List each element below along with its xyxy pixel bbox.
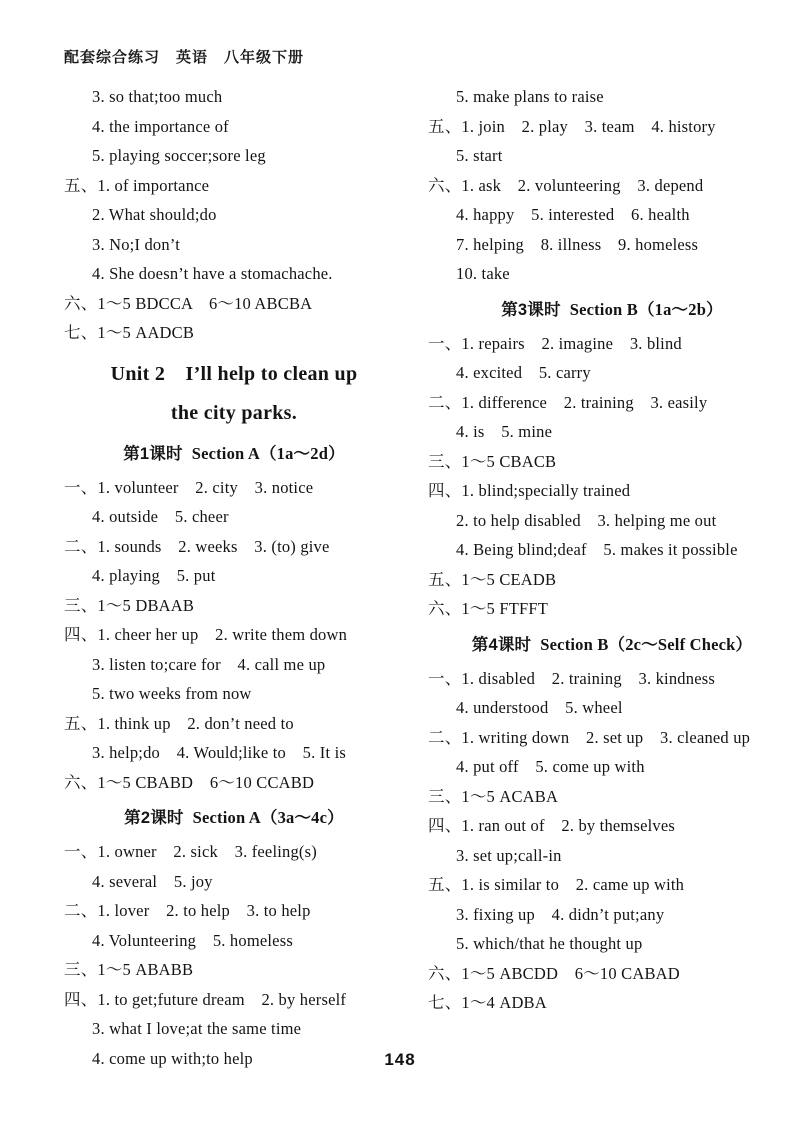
answer-section-line: 五、1. think up 2. don’t need to [64, 713, 294, 733]
answer-item-line: 3. listen to;care for 4. call me up [92, 654, 326, 674]
answer-item-line: 3. fixing up 4. didn’t put;any [456, 904, 665, 924]
answer-item-line: 4. excited 5. carry [456, 363, 591, 382]
answer-item-line: 4. the importance of [92, 116, 229, 136]
answer-item-line: 4. playing 5. put [92, 566, 216, 585]
answer-item-line: 4. is 5. mine [456, 422, 553, 441]
answer-section-line: 六、1～5 BDCCA 6～10 ABCBA [64, 293, 313, 313]
answer-section-line: 四、1. cheer her up 2. write them down [64, 625, 348, 644]
left-column [64, 82, 404, 1073]
answer-section-line: 六、1～5 FTFFT [428, 599, 549, 618]
answer-columns [64, 82, 796, 1073]
lesson-heading-en: Section A（3a～4c） [192, 808, 344, 827]
answer-section-line: 五、1～5 CEADB [428, 569, 557, 589]
answer-section-line: 四、1. to get;future dream 2. by herself [64, 989, 347, 1009]
answer-section-line: 三、1～5 DBAAB [64, 595, 195, 615]
answer-section-line: 一、1. disabled 2. training 3. kindness [428, 668, 715, 688]
answer-item-line: 4. put off 5. come up with [456, 757, 645, 776]
right-column [428, 82, 796, 1073]
lesson-heading-zh: 第2课时 [124, 809, 184, 827]
answer-section-line: 七、1～5 AADCB [64, 323, 195, 342]
answer-section-line: 三、1～5 CBACB [428, 451, 557, 471]
answer-item-line: 4. happy 5. interested 6. health [456, 205, 690, 224]
answer-item-line: 5. which/that he thought up [456, 934, 643, 953]
answer-section-line: 五、1. is similar to 2. came up with [428, 875, 685, 894]
answer-section-line: 二、1. sounds 2. weeks 3. (to) give [64, 536, 330, 556]
answer-item-line: 4. several 5. joy [92, 871, 213, 891]
answer-item-line: 5. start [456, 146, 503, 165]
answer-section-line: 五、1. of importance [64, 175, 210, 195]
answer-section-line: 七、1～4 ADBA [428, 993, 547, 1012]
lesson-heading [428, 294, 796, 326]
answer-section-line: 六、1～5 ABCDD 6～10 CABAD [428, 963, 680, 983]
lesson-heading [64, 438, 404, 470]
answer-section-line: 四、1. blind;specially trained [428, 481, 631, 500]
answer-item-line: 3. what I love;at the same time [92, 1019, 302, 1038]
answer-section-line: 六、1～5 CBABD 6～10 CCABD [64, 772, 315, 792]
answer-item-line: 3. No;I don’t [92, 234, 181, 254]
book-title-header: 配套综合练习 英语 八年级下册 [64, 49, 305, 66]
lesson-heading [64, 802, 404, 834]
unit-title: Unit 2 I’ll help to clean up [110, 362, 358, 385]
answer-section-line: 二、1. difference 2. training 3. easily [428, 392, 708, 412]
answer-item-line: 2. to help disabled 3. helping me out [456, 510, 717, 530]
lesson-heading-zh: 第4课时 [471, 635, 532, 654]
answer-section-line: 一、1. volunteer 2. city 3. notice [64, 477, 314, 497]
lesson-heading-en: Section B（2c～Self Check） [540, 634, 753, 654]
answer-section-line: 四、1. ran out of 2. by themselves [428, 816, 675, 835]
answer-item-line: 4. outside 5. cheer [92, 507, 229, 526]
lesson-heading-zh: 第3课时 [501, 300, 561, 319]
answer-item-line: 5. make plans to raise [456, 87, 604, 106]
answer-item-line: 4. Volunteering 5. homeless [92, 930, 293, 950]
answer-section-line: 二、1. writing down 2. set up 3. cleaned up [428, 727, 751, 747]
answer-section-line: 一、1. repairs 2. imagine 3. blind [428, 333, 682, 353]
answer-item-line: 3. set up;call-in [456, 845, 562, 865]
page-number: 148 [384, 1050, 416, 1069]
answer-section-line: 五、1. join 2. play 3. team 4. history [428, 116, 716, 136]
lesson-heading [428, 629, 796, 661]
lesson-heading-en: Section B（1a～2b） [569, 299, 723, 319]
answer-item-line: 4. come up with;to help [92, 1048, 253, 1068]
lesson-heading-en: Section A（1a～2d） [191, 443, 345, 463]
answer-section-line: 一、1. owner 2. sick 3. feeling(s) [64, 842, 317, 861]
answer-item-line: 2. What should;do [92, 205, 217, 224]
answer-section-line: 二、1. lover 2. to help 3. to help [64, 901, 311, 920]
answer-item-line: 3. help;do 4. Would;like to 5. It is [92, 743, 346, 762]
answer-section-line: 三、1～5 ABABB [64, 960, 194, 979]
answer-item-line: 5. playing soccer;sore leg [92, 146, 266, 165]
answer-item-line: 3. so that;too much [92, 87, 223, 106]
answer-item-line: 4. She doesn’t have a stomachache. [92, 264, 333, 283]
answer-item-line: 10. take [456, 264, 510, 283]
answer-item-line: 7. helping 8. illness 9. homeless [456, 234, 699, 254]
lesson-heading-zh: 第1课时 [123, 444, 183, 463]
answer-item-line: 5. two weeks from now [92, 684, 252, 703]
answer-section-line: 三、1～5 ACABA [428, 786, 559, 806]
answer-section-line: 六、1. ask 2. volunteering 3. depend [428, 175, 704, 195]
unit-title: the city parks. [170, 401, 298, 424]
answer-item-line: 4. Being blind;deaf 5. makes it possible [456, 540, 738, 559]
answer-item-line: 4. understood 5. wheel [456, 698, 623, 717]
